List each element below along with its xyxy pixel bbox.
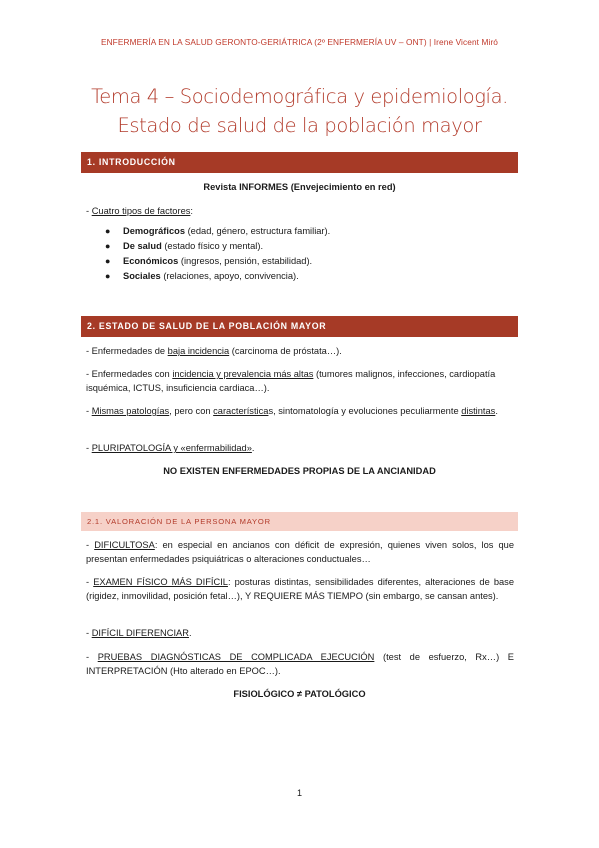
underlined-text: EXAMEN FÍSICO MÁS DIFÍCIL (93, 577, 228, 587)
paragraph-examen-fisico (86, 575, 514, 604)
intro-suffix: : (190, 206, 193, 216)
text-run: . (495, 406, 498, 416)
underlined-text: baja incidencia (167, 346, 230, 356)
list-item (105, 239, 505, 254)
text-run: - (86, 443, 92, 453)
text-run: , pero con (169, 406, 214, 416)
running-header: ENFERMERÍA EN LA SALUD GERONTO-GERIÁTRICA (2º ENFERMERÍA UV – ONT) | Irene Vicent Miró (100, 37, 499, 47)
factor-detail: (estado físico y mental). (161, 240, 264, 251)
statement-no-enfermedades: NO EXISTEN ENFERMEDADES PROPIAS DE LA ANCIANIDAD (163, 466, 436, 476)
document-title (0, 82, 599, 140)
list-item (105, 254, 505, 269)
text-run: - Enfermedades de (86, 346, 168, 356)
text-run: - (86, 652, 98, 662)
text-run: - (86, 628, 92, 638)
factor-term: De salud (123, 240, 162, 251)
paragraph-baja-incidencia (86, 344, 514, 358)
text-run: - Enfermedades con (86, 369, 173, 379)
statement-fisiologico: FISIOLÓGICO ≠ PATOLÓGICO (233, 689, 366, 699)
text-run: : posturas distintas, sensibilidades diferentes, alteraciones de base (rigidez, inmovilidad, posición fetal…), Y REQUIERE MÁS TIEMPO (sin embargo, se cansan antes). (86, 577, 514, 602)
intro-text: Cuatro tipos de factores (91, 206, 191, 216)
section1-subtitle: Revista INFORMES (Envejecimiento en red) (203, 182, 396, 192)
section-heading-estado-salud: 2. ESTADO DE SALUD DE LA POBLACIÓN MAYOR (81, 316, 518, 337)
underlined-text: PRUEBAS DIAGNÓSTICAS DE COMPLICADA EJECUCIÓN (97, 652, 375, 662)
underlined-text: Mismas patologías (91, 406, 170, 416)
factor-term: Demográficos (123, 226, 185, 236)
underlined-text: DIFÍCIL DIFERENCIAR (91, 628, 189, 638)
paragraph-dificultosa (86, 538, 514, 567)
paragraph-mismas-patologias (86, 404, 514, 418)
paragraph-incidencia-alta (86, 367, 514, 396)
factor-detail: (ingresos, pensión, estabilidad). (178, 255, 313, 266)
paragraph-pruebas-diagnosticas (86, 650, 514, 679)
underlined-text: característica (213, 406, 269, 416)
intro-prefix: - (86, 206, 92, 216)
factors-intro (86, 204, 514, 218)
text-run: . (251, 443, 255, 453)
subsection-heading-valoracion: 2.1. VALORACIÓN DE LA PERSONA MAYOR (81, 512, 518, 531)
factor-detail: (edad, género, estructura familiar). (185, 226, 331, 236)
underlined-text: distintas (461, 406, 496, 416)
factor-term: Económicos (123, 255, 179, 266)
title-line-2: Estado de salud de la población mayor (117, 114, 482, 137)
title-line-1: Tema 4 – Sociodemográfica y epidemiología. (91, 85, 508, 108)
paragraph-dificil-diferenciar (86, 626, 514, 640)
text-run: (carcinoma de próstata…). (229, 346, 342, 356)
paragraph-pluripatologia (86, 441, 514, 455)
factor-term: Sociales (123, 270, 161, 281)
underlined-text: PLURIPATOLOGÍA y «enfermabilidad» (91, 443, 252, 453)
text-run: - (86, 406, 92, 416)
text-run: - (86, 577, 94, 587)
factor-detail: (relaciones, apoyo, convivencia). (160, 270, 299, 281)
text-run: s, sintomatología y evoluciones peculiarmente (268, 406, 462, 416)
underlined-text: incidencia y prevalencia más altas (172, 369, 314, 379)
text-run: . (188, 628, 192, 638)
text-run: - (86, 540, 95, 550)
bullet-icon: ● (105, 270, 111, 281)
bullet-icon: ● (105, 240, 111, 251)
section-heading-introduccion: 1. INTRODUCCIÓN (81, 152, 518, 173)
bullet-icon: ● (105, 226, 111, 236)
list-item (105, 224, 505, 239)
bullet-icon: ● (105, 255, 111, 266)
underlined-text: DIFICULTOSA (94, 540, 155, 550)
page-number: 1 (296, 788, 302, 798)
factors-list (105, 224, 505, 284)
text-run: (test de esfuerzo, Rx…) E INTERPRETACIÓN (Hto alterado en EPOC…). (86, 652, 514, 677)
text-run: (tumores malignos, infecciones, cardiopatía isquémica, ICTUS, insuficiencia cardiaca…). (86, 369, 496, 394)
text-run: : en especial en ancianos con déficit de expresión, quienes viven solos, los que presentan enfermedades psiquiátricas o alteraciones conductuales… (86, 540, 514, 565)
list-item (105, 269, 505, 284)
